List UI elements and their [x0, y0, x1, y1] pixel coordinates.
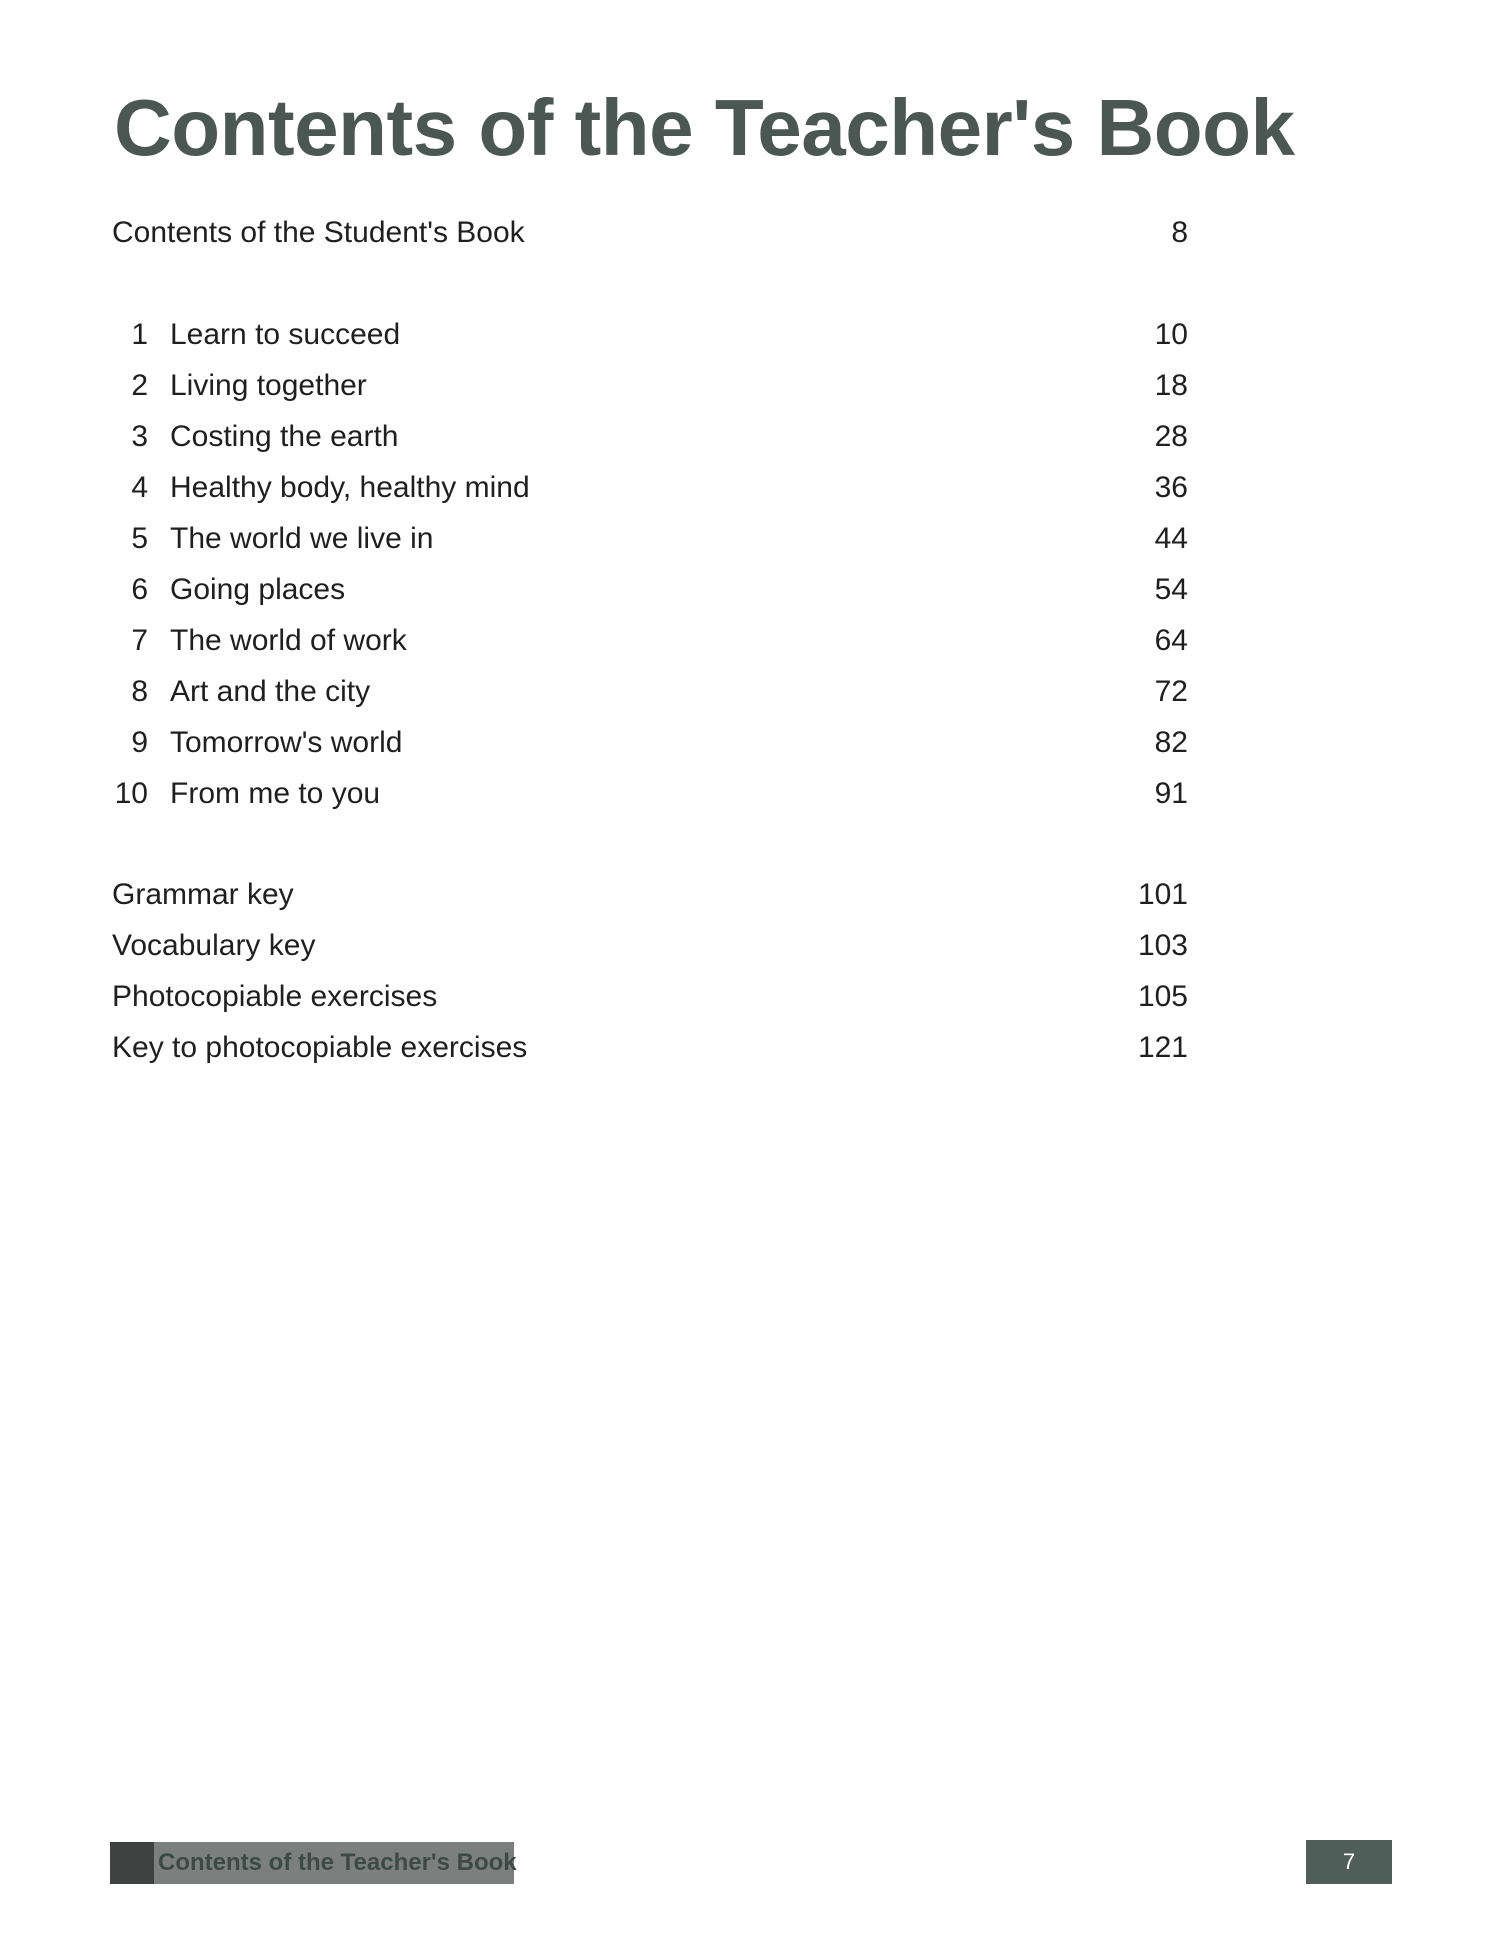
toc-appendix-row [112, 1022, 1188, 1073]
toc-unit-row [112, 513, 1188, 564]
toc-appendix-row [112, 869, 1188, 920]
unit-number: 1 [131, 318, 148, 351]
unit-page: 64 [1154, 624, 1188, 657]
toc-appendix-row [112, 971, 1188, 1022]
unit-page: 54 [1154, 573, 1188, 606]
unit-number: 9 [131, 726, 148, 759]
footer-tab-marker [110, 1842, 154, 1884]
unit-number: 2 [131, 369, 148, 402]
footer-section-label: Contents of the Teacher's Book [158, 1849, 517, 1876]
toc-unit-row [112, 717, 1188, 768]
appendix-title: Vocabulary key [112, 929, 316, 962]
appendix-title: Photocopiable exercises [112, 980, 438, 1013]
unit-number: 4 [131, 471, 148, 504]
toc-appendix-row [112, 920, 1188, 971]
toc-unit-row [112, 666, 1188, 717]
footer-section-tab [110, 1842, 517, 1884]
unit-title: Art and the city [170, 675, 371, 708]
toc-appendices [112, 869, 1188, 1073]
unit-page: 10 [1154, 318, 1188, 351]
toc-unit-row [112, 411, 1188, 462]
unit-title: From me to you [170, 777, 381, 810]
toc-units [112, 309, 1188, 819]
unit-number: 3 [131, 420, 148, 453]
page-number-badge [1306, 1840, 1392, 1884]
appendix-page: 103 [1137, 929, 1188, 962]
unit-page: 44 [1154, 522, 1188, 555]
toc-intro [112, 207, 1188, 258]
toc-unit-row [112, 462, 1188, 513]
unit-title: Costing the earth [170, 420, 399, 453]
toc-entry-students-book [112, 207, 1188, 258]
appendix-title: Key to photocopiable exercises [112, 1031, 528, 1064]
unit-number: 8 [131, 675, 148, 708]
toc-unit-row [112, 615, 1188, 666]
unit-title: The world of work [170, 624, 407, 657]
unit-number: 7 [131, 624, 148, 657]
unit-title: Going places [170, 573, 346, 606]
toc-unit-row [112, 360, 1188, 411]
unit-title: Tomorrow's world [170, 726, 403, 759]
toc-unit-row [112, 564, 1188, 615]
unit-title: Learn to succeed [170, 318, 401, 351]
unit-page: 82 [1154, 726, 1188, 759]
page-title: Contents of the Teacher's Book [114, 83, 1295, 172]
toc-entry-page: 8 [1171, 216, 1188, 249]
unit-number: 5 [131, 522, 148, 555]
appendix-page: 121 [1137, 1031, 1188, 1064]
page-number: 7 [1342, 1849, 1356, 1874]
toc-unit-row [112, 309, 1188, 360]
unit-page: 18 [1154, 369, 1188, 402]
appendix-page: 101 [1137, 878, 1188, 911]
toc-unit-row [112, 768, 1188, 819]
unit-title: The world we live in [170, 522, 434, 555]
unit-number: 10 [114, 777, 148, 810]
unit-title: Healthy body, healthy mind [170, 471, 530, 504]
toc-entry-title: Contents of the Student's Book [112, 216, 525, 249]
unit-number: 6 [131, 573, 148, 606]
unit-page: 36 [1154, 471, 1188, 504]
appendix-title: Grammar key [112, 878, 294, 911]
unit-page: 72 [1154, 675, 1188, 708]
appendix-page: 105 [1137, 980, 1188, 1013]
unit-title: Living together [170, 369, 367, 402]
unit-page: 28 [1154, 420, 1188, 453]
unit-page: 91 [1154, 777, 1188, 810]
